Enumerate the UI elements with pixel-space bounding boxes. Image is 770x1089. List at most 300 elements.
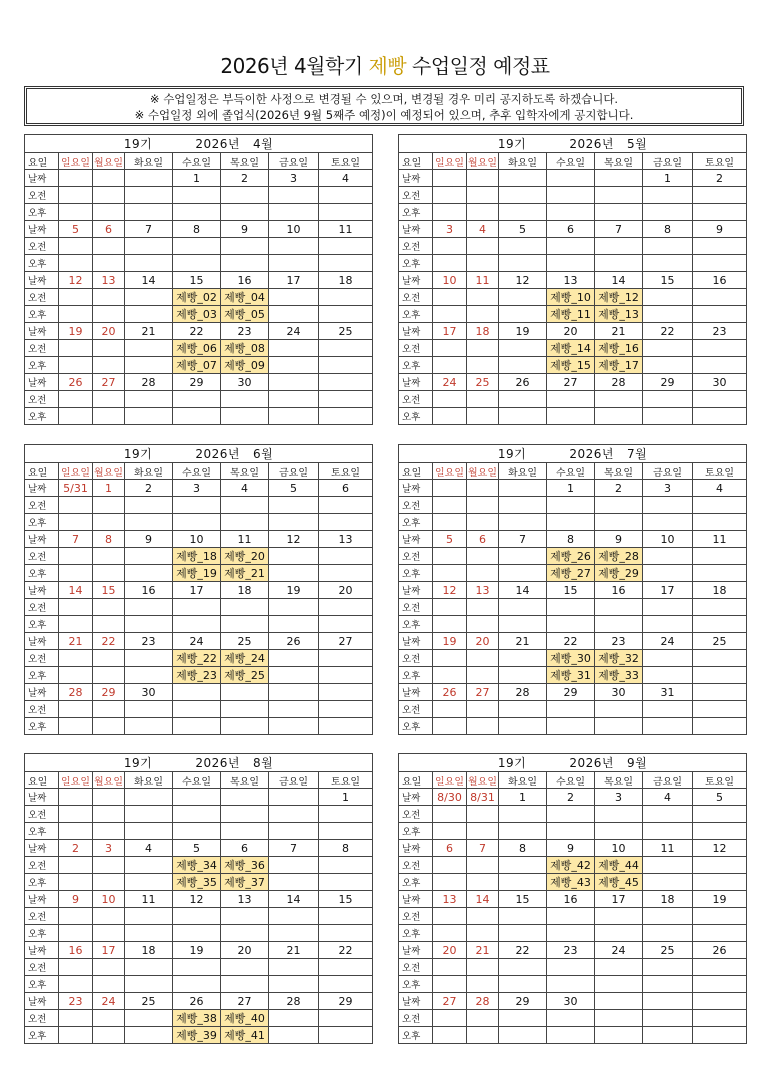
date-cell: 29 xyxy=(643,374,693,391)
schedule-cell xyxy=(693,959,747,976)
date-row xyxy=(399,374,747,391)
schedule-cell xyxy=(93,976,125,993)
schedule-cell xyxy=(499,667,547,684)
date-cell: 13 xyxy=(547,272,595,289)
weekday-header: 월요일 xyxy=(467,772,499,789)
schedule-cell xyxy=(693,340,747,357)
am-label: 오전 xyxy=(399,340,433,357)
date-cell: 7 xyxy=(125,221,173,238)
weekday-header: 금요일 xyxy=(643,153,693,170)
pm-row xyxy=(399,255,747,272)
weekday-header: 토요일 xyxy=(693,463,747,480)
am-label: 오전 xyxy=(399,187,433,204)
date-cell: 23 xyxy=(547,942,595,959)
date-cell: 17 xyxy=(93,942,125,959)
schedule-cell xyxy=(125,857,173,874)
schedule-cell xyxy=(269,497,319,514)
schedule-cell xyxy=(499,959,547,976)
date-cell: 18 xyxy=(643,891,693,908)
pm-label: 오후 xyxy=(399,204,433,221)
am-row xyxy=(25,599,373,616)
date-cell: 13 xyxy=(467,582,499,599)
date-cell: 20 xyxy=(467,633,499,650)
schedule-cell xyxy=(643,255,693,272)
schedule-cell xyxy=(173,806,221,823)
date-cell: 23 xyxy=(693,323,747,340)
date-label: 날짜 xyxy=(399,531,433,548)
schedule-cell xyxy=(467,667,499,684)
schedule-cell xyxy=(693,701,747,718)
date-cell: 12 xyxy=(269,531,319,548)
am-label: 오전 xyxy=(399,391,433,408)
schedule-cell xyxy=(93,306,125,323)
date-cell: 4 xyxy=(221,480,269,497)
am-label: 오전 xyxy=(399,289,433,306)
date-cell xyxy=(693,993,747,1010)
schedule-cell xyxy=(467,204,499,221)
class-session-cell: 제빵_20 xyxy=(221,548,269,565)
schedule-cell xyxy=(693,976,747,993)
schedule-cell xyxy=(59,806,93,823)
date-cell xyxy=(433,170,467,187)
date-cell: 15 xyxy=(173,272,221,289)
schedule-cell xyxy=(643,925,693,942)
date-cell: 1 xyxy=(643,170,693,187)
date-label: 날짜 xyxy=(399,323,433,340)
weekday-header: 일요일 xyxy=(433,463,467,480)
schedule-cell xyxy=(693,255,747,272)
schedule-cell xyxy=(125,187,173,204)
schedule-cell xyxy=(269,548,319,565)
schedule-cell xyxy=(499,908,547,925)
date-cell: 13 xyxy=(433,891,467,908)
class-session-cell: 제빵_23 xyxy=(173,667,221,684)
schedule-cell xyxy=(125,925,173,942)
date-cell: 29 xyxy=(93,684,125,701)
date-cell: 18 xyxy=(125,942,173,959)
date-label: 날짜 xyxy=(399,272,433,289)
schedule-cell xyxy=(93,701,125,718)
date-cell: 26 xyxy=(693,942,747,959)
schedule-cell xyxy=(467,823,499,840)
schedule-cell xyxy=(595,391,643,408)
date-cell: 2 xyxy=(125,480,173,497)
am-row xyxy=(399,857,747,874)
date-cell: 21 xyxy=(269,942,319,959)
pm-row xyxy=(399,823,747,840)
schedule-cell xyxy=(93,908,125,925)
schedule-cell xyxy=(173,925,221,942)
date-cell: 14 xyxy=(125,272,173,289)
schedule-cell xyxy=(433,204,467,221)
date-cell: 21 xyxy=(499,633,547,650)
schedule-cell xyxy=(93,616,125,633)
schedule-cell xyxy=(221,599,269,616)
schedule-cell xyxy=(693,238,747,255)
date-label: 날짜 xyxy=(25,323,59,340)
am-label: 오전 xyxy=(399,959,433,976)
schedule-cell xyxy=(643,238,693,255)
schedule-cell xyxy=(269,1010,319,1027)
date-cell xyxy=(221,789,269,806)
schedule-cell xyxy=(595,701,643,718)
schedule-cell xyxy=(269,823,319,840)
date-cell: 19 xyxy=(499,323,547,340)
date-cell: 30 xyxy=(547,993,595,1010)
schedule-cell xyxy=(499,255,547,272)
schedule-cell xyxy=(93,565,125,582)
weekday-header: 월요일 xyxy=(467,463,499,480)
date-label: 날짜 xyxy=(399,633,433,650)
schedule-cell xyxy=(499,204,547,221)
date-cell xyxy=(269,684,319,701)
class-session-cell: 제빵_40 xyxy=(221,1010,269,1027)
date-cell: 15 xyxy=(547,582,595,599)
date-row xyxy=(399,582,747,599)
class-session-cell: 제빵_36 xyxy=(221,857,269,874)
weekday-header: 수요일 xyxy=(173,772,221,789)
am-row xyxy=(399,340,747,357)
schedule-cell xyxy=(319,616,373,633)
pm-row xyxy=(399,616,747,633)
schedule-cell xyxy=(269,340,319,357)
calendar-title-row xyxy=(399,445,747,463)
date-cell xyxy=(59,789,93,806)
schedule-cell xyxy=(125,959,173,976)
schedule-cell xyxy=(93,289,125,306)
schedule-cell xyxy=(547,616,595,633)
date-cell xyxy=(269,374,319,391)
schedule-cell xyxy=(269,238,319,255)
schedule-cell xyxy=(643,306,693,323)
am-label: 오전 xyxy=(25,1010,59,1027)
date-cell: 15 xyxy=(643,272,693,289)
date-label: 날짜 xyxy=(25,272,59,289)
pm-label: 오후 xyxy=(25,255,59,272)
am-label: 오전 xyxy=(399,806,433,823)
am-label: 오전 xyxy=(25,908,59,925)
title-prefix: 2026년 4월학기 xyxy=(220,54,363,78)
date-cell: 4 xyxy=(125,840,173,857)
class-session-cell: 제빵_22 xyxy=(173,650,221,667)
date-row xyxy=(25,170,373,187)
pm-label: 오후 xyxy=(25,667,59,684)
schedule-cell xyxy=(269,718,319,735)
date-cell: 5/31 xyxy=(59,480,93,497)
schedule-cell xyxy=(59,1027,93,1044)
date-cell: 26 xyxy=(269,633,319,650)
date-label: 날짜 xyxy=(399,684,433,701)
schedule-cell xyxy=(499,616,547,633)
date-label: 날짜 xyxy=(25,840,59,857)
schedule-cell xyxy=(269,667,319,684)
date-row xyxy=(399,684,747,701)
am-row xyxy=(399,548,747,565)
date-cell xyxy=(499,480,547,497)
class-session-cell: 제빵_25 xyxy=(221,667,269,684)
schedule-cell xyxy=(433,357,467,374)
pm-label: 오후 xyxy=(399,565,433,582)
date-cell: 7 xyxy=(467,840,499,857)
schedule-cell xyxy=(93,874,125,891)
date-cell: 13 xyxy=(93,272,125,289)
date-cell: 9 xyxy=(693,221,747,238)
schedule-cell xyxy=(269,187,319,204)
calendar-title: 19기 2026년 8월 xyxy=(25,754,373,772)
date-row xyxy=(399,323,747,340)
date-cell xyxy=(595,993,643,1010)
schedule-cell xyxy=(467,238,499,255)
class-session-cell: 제빵_17 xyxy=(595,357,643,374)
schedule-cell xyxy=(547,925,595,942)
am-row xyxy=(25,340,373,357)
schedule-cell xyxy=(59,616,93,633)
schedule-cell xyxy=(59,857,93,874)
schedule-cell xyxy=(59,667,93,684)
schedule-cell xyxy=(59,289,93,306)
schedule-cell xyxy=(173,718,221,735)
calendar-title-row xyxy=(25,135,373,153)
date-label: 날짜 xyxy=(399,789,433,806)
date-cell xyxy=(433,480,467,497)
schedule-cell xyxy=(693,616,747,633)
schedule-cell xyxy=(173,599,221,616)
date-cell xyxy=(319,374,373,391)
schedule-cell xyxy=(319,340,373,357)
schedule-cell xyxy=(643,187,693,204)
schedule-cell xyxy=(433,391,467,408)
date-cell: 17 xyxy=(173,582,221,599)
date-row xyxy=(399,993,747,1010)
pm-label: 오후 xyxy=(399,667,433,684)
date-cell: 1 xyxy=(319,789,373,806)
schedule-cell xyxy=(173,976,221,993)
pm-row xyxy=(25,204,373,221)
date-cell: 20 xyxy=(93,323,125,340)
pm-row xyxy=(399,306,747,323)
date-cell: 28 xyxy=(499,684,547,701)
schedule-cell xyxy=(643,908,693,925)
weekday-header: 목요일 xyxy=(221,153,269,170)
date-cell: 22 xyxy=(319,942,373,959)
schedule-cell xyxy=(467,857,499,874)
schedule-cell xyxy=(93,806,125,823)
pm-row xyxy=(25,565,373,582)
schedule-cell xyxy=(547,391,595,408)
weekday-header: 일요일 xyxy=(59,772,93,789)
date-cell: 23 xyxy=(125,633,173,650)
schedule-cell xyxy=(693,204,747,221)
schedule-cell xyxy=(319,1010,373,1027)
schedule-cell xyxy=(643,599,693,616)
schedule-cell xyxy=(693,497,747,514)
schedule-cell xyxy=(269,857,319,874)
date-cell xyxy=(59,170,93,187)
schedule-cell xyxy=(499,1027,547,1044)
weekday-header: 금요일 xyxy=(643,772,693,789)
schedule-cell xyxy=(59,255,93,272)
date-cell: 17 xyxy=(433,323,467,340)
date-row xyxy=(25,480,373,497)
date-row xyxy=(25,942,373,959)
schedule-cell xyxy=(595,823,643,840)
title-highlight: 제빵 xyxy=(368,54,407,78)
date-cell: 11 xyxy=(221,531,269,548)
date-cell: 16 xyxy=(125,582,173,599)
schedule-cell xyxy=(221,718,269,735)
date-cell: 28 xyxy=(59,684,93,701)
schedule-cell xyxy=(93,357,125,374)
date-cell: 2 xyxy=(221,170,269,187)
class-session-cell: 제빵_14 xyxy=(547,340,595,357)
schedule-cell xyxy=(125,1010,173,1027)
schedule-cell xyxy=(433,701,467,718)
date-cell: 20 xyxy=(547,323,595,340)
month-calendar xyxy=(24,444,373,735)
schedule-cell xyxy=(499,976,547,993)
class-session-cell: 제빵_33 xyxy=(595,667,643,684)
date-cell: 23 xyxy=(595,633,643,650)
date-row xyxy=(399,633,747,650)
am-row xyxy=(25,857,373,874)
schedule-cell xyxy=(693,289,747,306)
schedule-cell xyxy=(59,976,93,993)
schedule-cell xyxy=(595,255,643,272)
class-session-cell: 제빵_21 xyxy=(221,565,269,582)
weekday-header-row xyxy=(25,772,373,789)
schedule-cell xyxy=(125,391,173,408)
schedule-cell xyxy=(643,857,693,874)
pm-row xyxy=(399,565,747,582)
date-cell: 13 xyxy=(221,891,269,908)
schedule-cell xyxy=(221,806,269,823)
date-cell: 4 xyxy=(643,789,693,806)
date-cell xyxy=(693,684,747,701)
pm-label: 오후 xyxy=(25,306,59,323)
schedule-cell xyxy=(643,1010,693,1027)
weekday-header-row xyxy=(399,153,747,170)
schedule-cell xyxy=(643,357,693,374)
date-cell: 10 xyxy=(595,840,643,857)
schedule-cell xyxy=(643,565,693,582)
date-cell: 5 xyxy=(59,221,93,238)
day-label: 요일 xyxy=(25,772,59,789)
date-cell: 20 xyxy=(433,942,467,959)
am-label: 오전 xyxy=(399,650,433,667)
class-session-cell: 제빵_26 xyxy=(547,548,595,565)
class-session-cell: 제빵_04 xyxy=(221,289,269,306)
class-session-cell: 제빵_35 xyxy=(173,874,221,891)
schedule-cell xyxy=(547,1027,595,1044)
schedule-cell xyxy=(433,806,467,823)
schedule-cell xyxy=(269,204,319,221)
schedule-cell xyxy=(59,701,93,718)
month-calendar xyxy=(398,134,747,425)
schedule-cell xyxy=(173,701,221,718)
class-session-cell: 제빵_13 xyxy=(595,306,643,323)
date-cell: 10 xyxy=(93,891,125,908)
schedule-cell xyxy=(319,823,373,840)
pm-row xyxy=(399,925,747,942)
schedule-cell xyxy=(467,701,499,718)
schedule-cell xyxy=(547,908,595,925)
date-cell xyxy=(93,789,125,806)
schedule-cell xyxy=(433,289,467,306)
class-session-cell: 제빵_12 xyxy=(595,289,643,306)
am-row xyxy=(25,497,373,514)
schedule-cell xyxy=(433,514,467,531)
date-row xyxy=(399,891,747,908)
schedule-cell xyxy=(499,357,547,374)
am-label: 오전 xyxy=(25,959,59,976)
am-row xyxy=(25,187,373,204)
am-label: 오전 xyxy=(399,908,433,925)
date-cell: 19 xyxy=(269,582,319,599)
weekday-header: 화요일 xyxy=(499,153,547,170)
class-session-cell: 제빵_45 xyxy=(595,874,643,891)
schedule-cell xyxy=(433,857,467,874)
weekday-header: 목요일 xyxy=(595,153,643,170)
pm-label: 오후 xyxy=(399,925,433,942)
schedule-cell xyxy=(595,616,643,633)
am-row xyxy=(25,959,373,976)
class-session-cell: 제빵_15 xyxy=(547,357,595,374)
date-cell: 20 xyxy=(221,942,269,959)
schedule-cell xyxy=(693,874,747,891)
date-cell xyxy=(93,170,125,187)
schedule-cell xyxy=(643,823,693,840)
schedule-cell xyxy=(319,806,373,823)
date-cell: 6 xyxy=(221,840,269,857)
class-session-cell: 제빵_24 xyxy=(221,650,269,667)
date-cell: 5 xyxy=(173,840,221,857)
schedule-cell xyxy=(499,650,547,667)
weekday-header: 수요일 xyxy=(547,463,595,480)
schedule-cell xyxy=(93,514,125,531)
schedule-cell xyxy=(173,255,221,272)
date-cell: 13 xyxy=(319,531,373,548)
date-cell xyxy=(319,684,373,701)
class-session-cell: 제빵_44 xyxy=(595,857,643,874)
weekday-header: 일요일 xyxy=(433,153,467,170)
date-cell: 21 xyxy=(125,323,173,340)
schedule-cell xyxy=(467,289,499,306)
schedule-cell xyxy=(269,306,319,323)
date-label: 날짜 xyxy=(399,221,433,238)
notice-line: ※ 수업일정은 부득이한 사정으로 변경될 수 있으며, 변경될 경우 미리 공지하도록 하겠습니다. xyxy=(149,92,619,106)
schedule-cell xyxy=(59,497,93,514)
schedule-cell xyxy=(433,959,467,976)
date-cell: 10 xyxy=(643,531,693,548)
schedule-cell xyxy=(467,340,499,357)
schedule-cell xyxy=(269,408,319,425)
schedule-cell xyxy=(499,306,547,323)
schedule-cell xyxy=(595,1027,643,1044)
date-cell: 16 xyxy=(595,582,643,599)
schedule-cell xyxy=(499,599,547,616)
am-label: 오전 xyxy=(25,340,59,357)
schedule-cell xyxy=(59,306,93,323)
date-label: 날짜 xyxy=(399,993,433,1010)
schedule-cell xyxy=(643,701,693,718)
pm-row xyxy=(399,976,747,993)
schedule-cell xyxy=(467,1010,499,1027)
schedule-cell xyxy=(467,565,499,582)
date-cell: 21 xyxy=(595,323,643,340)
schedule-cell xyxy=(467,391,499,408)
date-cell: 6 xyxy=(319,480,373,497)
date-row xyxy=(399,221,747,238)
